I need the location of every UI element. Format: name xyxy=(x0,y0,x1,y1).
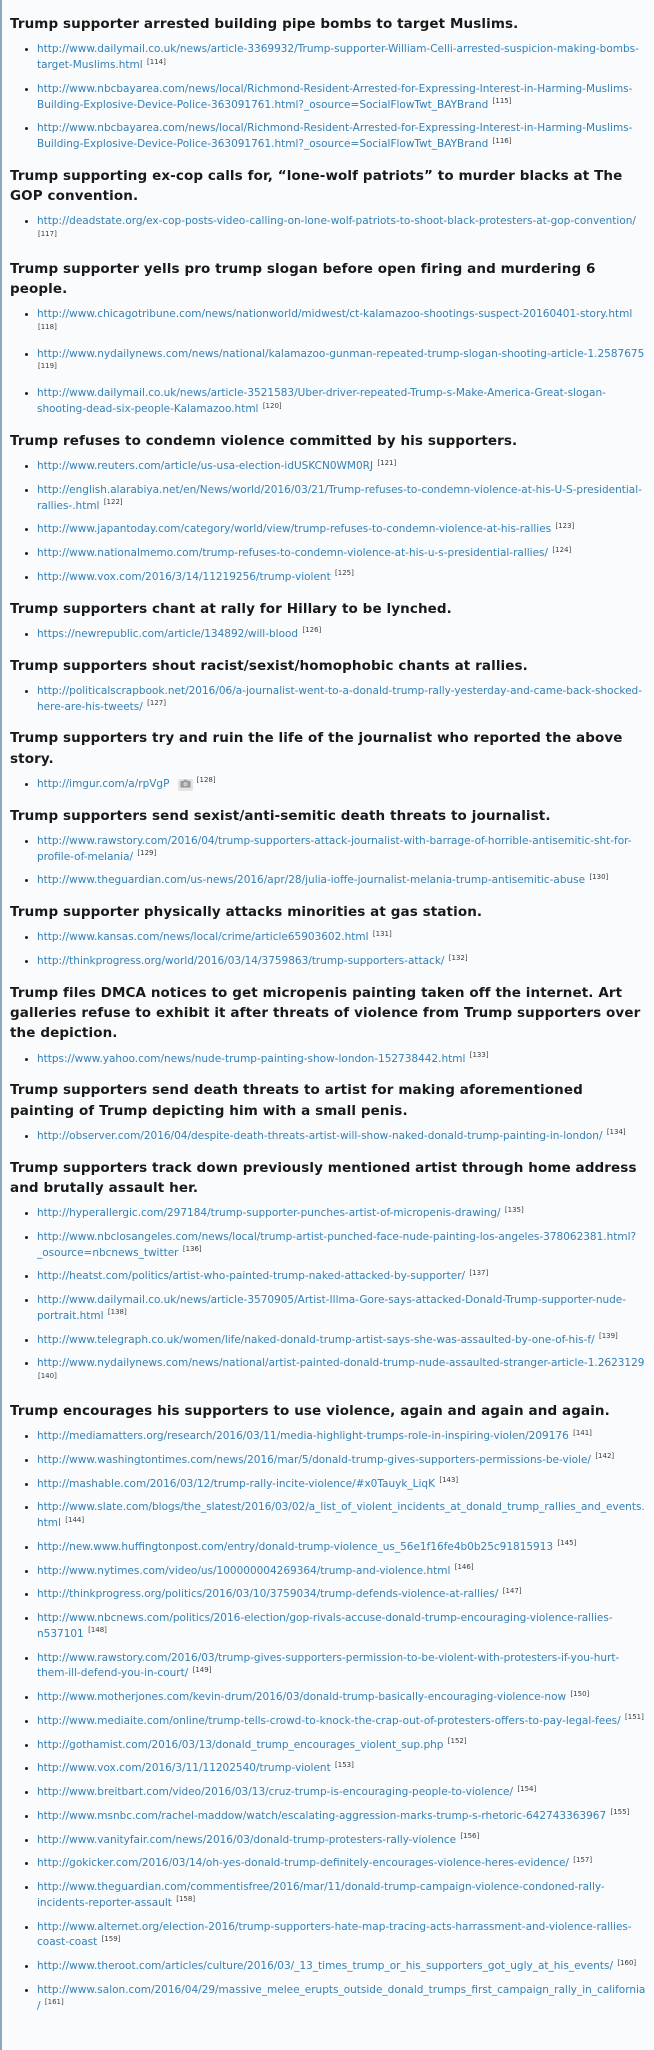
link-list xyxy=(10,834,646,889)
article-link[interactable]: http://www.vox.com/2016/3/11/11202540/trump-violent xyxy=(37,1762,331,1775)
article-section xyxy=(10,656,646,716)
article-link[interactable]: http://www.mediaite.com/online/trump-tells-crowd-to-knock-the-crap-out-of-protesters-offers-to-pay-legal-fees/ xyxy=(37,1714,621,1727)
list-item xyxy=(37,627,646,643)
footnote-ref: [114] xyxy=(147,57,166,66)
footnote-ref: [143] xyxy=(439,1476,459,1484)
link-list xyxy=(10,684,646,716)
article-link[interactable]: http://www.motherjones.com/kevin-drum/2016/03/donald-trump-basically-encouraging-violence-now xyxy=(37,1691,567,1703)
list-item xyxy=(37,1587,646,1603)
article-link[interactable]: http://hyperallergic.com/297184/trump-supporter-punches-artist-of-micropenis-drawing/ xyxy=(37,1207,501,1219)
footnote-ref: [160] xyxy=(617,1958,637,1967)
footnote-ref: [144] xyxy=(65,1515,85,1524)
list-item xyxy=(37,1690,646,1706)
list-item xyxy=(37,1230,646,1262)
list-item xyxy=(37,777,646,793)
footnote-ref: [125] xyxy=(335,569,354,578)
list-item xyxy=(37,1453,646,1469)
article-link[interactable]: http://www.breitbart.com/video/2016/03/13/cruz-trump-is-encouraging-people-to-violence/ xyxy=(37,1786,514,1798)
article-section xyxy=(10,902,646,970)
footnote-ref: [136] xyxy=(182,1245,202,1253)
article-link[interactable]: http://www.nydailynews.com/news/national/kalamazoo-gunman-repeated-trump-slogan-shooting-article-1.2587675 xyxy=(37,347,645,360)
footnote-ref: [133] xyxy=(469,1051,489,1059)
article-link[interactable]: http://www.nydailynews.com/news/national/artist-painted-donald-trump-nude-assaulted-stranger-article-1.2623129 xyxy=(37,1357,645,1370)
article-link[interactable]: http://www.vox.com/2016/3/14/11219256/trump-violent xyxy=(37,570,331,583)
list-item xyxy=(37,1206,646,1222)
article-link[interactable]: http://www.japantoday.com/category/world/view/trump-refuses-to-condemn-violence-at-his-rallies xyxy=(37,523,552,536)
list-item xyxy=(37,1356,646,1388)
article-section xyxy=(10,431,646,586)
footnote-ref: [129] xyxy=(137,849,157,857)
article-section xyxy=(10,728,646,792)
article-link[interactable]: https://www.yahoo.com/news/nude-trump-painting-show-london-152738442.html xyxy=(37,1052,466,1065)
footnote-ref: [127] xyxy=(147,699,166,707)
list-item xyxy=(37,1293,646,1325)
list-item xyxy=(37,1880,646,1912)
list-item xyxy=(37,1333,646,1349)
footnote-ref: [134] xyxy=(606,1128,626,1137)
article-link[interactable]: http://www.nbcbayarea.com/news/local/Richmond-Resident-Arrested-for-Expressing-Interest-in-Harming-Muslims-Building-Explosive-Device-Police-363091761.html?_osource=SocialFlowTwt_BAYBrand xyxy=(37,82,633,111)
article-section xyxy=(10,166,646,246)
section-heading: Trump supporter physically attacks minorities at gas station. xyxy=(10,904,483,920)
section-heading: Trump supporters try and ruin the life of the journalist who reported the above story. xyxy=(10,730,623,767)
article-section xyxy=(10,259,646,418)
list-item xyxy=(37,930,646,946)
footnote-ref: [118] xyxy=(38,322,57,331)
list-item xyxy=(37,954,646,970)
section-heading: Trump files DMCA notices to get micropenis painting taken off the internet. Art galleries refuse to exhibit it after threats of violence from Trump supporters over the depiction. xyxy=(10,984,641,1042)
link-list xyxy=(10,1429,646,2014)
list-item xyxy=(37,1983,646,2015)
article-link[interactable]: http://www.reuters.com/article/us-usa-election-idUSKCN0WM0RJ xyxy=(37,460,374,472)
list-item xyxy=(37,347,646,379)
footnote-ref: [126] xyxy=(302,626,322,635)
footnote-ref: [157] xyxy=(573,1855,593,1864)
footnote-ref: [124] xyxy=(552,545,572,554)
article-link[interactable]: http://www.vanityfair.com/news/2016/03/donald-trump-protesters-rally-violence xyxy=(37,1833,457,1846)
article-link[interactable]: http://www.msnbc.com/rachel-maddow/watch/escalating-aggression-marks-trump-s-rhetoric-642743363967 xyxy=(37,1809,607,1822)
article-link[interactable]: http://gothamist.com/2016/03/13/donald_trump_encourages_violent_sup.php xyxy=(37,1738,444,1751)
article-link[interactable]: http://www.rawstory.com/2016/03/trump-gives-supporters-permission-to-be-violent-with-protesters-if-you-hurt-them-ill-defend-you-in-court/ xyxy=(37,1651,620,1680)
footnote-ref: [154] xyxy=(517,1784,537,1793)
list-item xyxy=(37,1833,646,1849)
article-link[interactable]: http://heatst.com/politics/artist-who-painted-trump-naked-attacked-by-supporter/ xyxy=(37,1270,466,1283)
footnote-ref: [153] xyxy=(335,1760,354,1769)
article-link[interactable]: http://www.slate.com/blogs/the_slatest/2016/03/02/a_list_of_violent_incidents_at_donald_trump_rallies_and_events.html xyxy=(37,1501,645,1529)
footnote-ref: [158] xyxy=(176,1895,196,1904)
list-item xyxy=(37,1738,646,1754)
article-link[interactable]: http://politicalscrapbook.net/2016/06/a-journalist-went-to-a-donald-trump-rally-yesterday-and-came-back-shocked-here-are-his-tweets/ xyxy=(37,684,642,713)
list-item xyxy=(37,834,646,866)
article-link[interactable]: http://www.nbclosangeles.com/news/local/trump-artist-punched-face-nude-painting-los-angeles-378062381.html?_osource=nbcnews_twitter xyxy=(37,1230,637,1259)
article-section xyxy=(10,599,646,643)
list-item xyxy=(37,1611,646,1643)
list-item xyxy=(37,1129,646,1145)
link-list xyxy=(10,627,646,643)
list-item xyxy=(37,121,646,153)
camera-icon xyxy=(178,779,193,791)
list-item xyxy=(37,1564,646,1580)
footnote-ref: [146] xyxy=(454,1563,474,1571)
list-item xyxy=(37,1856,646,1872)
footnote-ref: [128] xyxy=(196,776,216,785)
list-item xyxy=(37,1540,646,1556)
list-item xyxy=(37,82,646,114)
footnote-ref: [139] xyxy=(598,1332,618,1340)
article-section xyxy=(10,806,646,890)
list-item xyxy=(37,1920,646,1952)
section-heading: Trump supporter yells pro trump slogan before open firing and murdering 6 people. xyxy=(10,260,596,297)
section-heading: Trump supporters shout racist/sexist/homophobic chants at rallies. xyxy=(10,657,528,674)
link-list xyxy=(10,42,646,153)
footnote-ref: [150] xyxy=(570,1689,590,1698)
article-link[interactable]: http://www.nbcnews.com/politics/2016-election/gop-rivals-accuse-donald-trump-encouraging-violence-rallies-n537101 xyxy=(37,1612,613,1640)
article-section xyxy=(10,1401,646,2015)
footnote-ref: [132] xyxy=(448,953,468,962)
footnote-ref: [142] xyxy=(595,1452,615,1461)
list-item xyxy=(37,1500,646,1532)
link-list xyxy=(10,930,646,970)
list-item xyxy=(37,522,646,538)
list-item xyxy=(37,873,646,889)
link-list xyxy=(10,459,646,586)
footnote-ref: [115] xyxy=(492,97,512,105)
article-link[interactable]: https://newrepublic.com/article/134892/will-blood xyxy=(37,627,299,640)
article-link[interactable]: http://www.salon.com/2016/04/29/massive_melee_erupts_outside_donald_trumps_first_campaign_rally_in_california/ xyxy=(37,1983,646,2012)
section-heading: Trump supporters chant at rally for Hillary to be lynched. xyxy=(10,600,452,617)
link-list xyxy=(10,307,646,418)
footnote-ref: [141] xyxy=(573,1428,592,1437)
article-link[interactable]: http://mediamatters.org/research/2016/03/11/media-highlight-trumps-role-in-inspiring-violen/209176 xyxy=(37,1430,569,1442)
link-list xyxy=(10,1206,646,1388)
article-link[interactable]: http://observer.com/2016/04/despite-death-threats-artist-will-show-naked-donald-trump-painting-in-london/ xyxy=(37,1129,603,1142)
article-link[interactable]: http://www.rawstory.com/2016/04/trump-supporters-attack-journalist-with-barrage-of-horrible-antisemitic-sht-for-profile-of-melania/ xyxy=(37,834,632,863)
article-link[interactable]: http://www.washingtontimes.com/news/2016/mar/5/donald-trump-gives-supporters-permissions-be-viole/ xyxy=(37,1453,591,1466)
footnote-ref: [145] xyxy=(557,1539,577,1548)
footnote-ref: [119] xyxy=(38,362,57,370)
section-heading: Trump supporters track down previously mentioned artist through home address and brutally assault her. xyxy=(10,1159,637,1196)
article-section xyxy=(10,983,646,1068)
article-link[interactable]: http://imgur.com/a/rpVgP xyxy=(37,777,170,790)
article-link[interactable]: http://deadstate.org/ex-cop-posts-video-calling-on-lone-wolf-patriots-to-shoot-black-protesters-at-gop-convention/ xyxy=(37,215,636,228)
footnote-ref: [116] xyxy=(492,136,512,145)
list-item xyxy=(37,1761,646,1777)
footnote-ref: [117] xyxy=(38,229,57,238)
footnote-ref: [149] xyxy=(192,1665,212,1674)
list-item xyxy=(37,1429,646,1445)
section-heading: Trump supporters send sexist/anti-semitic death threats to journalist. xyxy=(10,807,551,824)
article-link[interactable]: http://www.kansas.com/news/local/crime/article65903602.html xyxy=(37,931,369,944)
section-heading: Trump supporter arrested building pipe bombs to target Muslims. xyxy=(10,16,519,32)
list-item xyxy=(37,483,646,515)
article-link[interactable]: http://www.chicagotribune.com/news/nationworld/midwest/ct-kalamazoo-shootings-suspect-20160401-story.html xyxy=(37,308,633,321)
section-heading: Trump encourages his supporters to use violence, again and again and again. xyxy=(10,1402,610,1419)
article-link[interactable]: http://www.dailymail.co.uk/news/article-3521583/Uber-driver-repeated-Trump-s-Make-America-Great-slogan-shooting-dead-six-people-Kalamazoo.html xyxy=(37,387,606,415)
link-list xyxy=(10,777,646,793)
sections-container xyxy=(10,14,646,2014)
list-item xyxy=(37,1477,646,1493)
list-item xyxy=(37,307,646,339)
section-heading: Trump supporting ex-cop calls for, “lone-wolf patriots” to murder blacks at The GOP convention. xyxy=(10,167,623,204)
article-link[interactable]: http://www.nbcbayarea.com/news/local/Richmond-Resident-Arrested-for-Expressing-Interest-in-Harming-Muslims-Building-Explosive-Device-Police-363091761.html?_osource=SocialFlowTwt_BAYBrand xyxy=(37,122,633,150)
list-item xyxy=(37,386,646,418)
list-item xyxy=(37,1785,646,1801)
footnote-ref: [156] xyxy=(460,1832,480,1840)
list-item xyxy=(37,1651,646,1683)
article-link[interactable]: http://gokicker.com/2016/03/14/oh-yes-donald-trump-definitely-encourages-violence-heres-evidence/ xyxy=(37,1857,569,1870)
article-link[interactable]: http://www.nationalmemo.com/trump-refuses-to-condemn-violence-at-his-u-s-presidential-rallies/ xyxy=(37,547,549,559)
footnote-ref: [148] xyxy=(88,1626,107,1635)
article-link[interactable]: http://www.telegraph.co.uk/women/life/naked-donald-trump-artist-says-she-was-assaulted-by-one-of-his-f/ xyxy=(37,1333,595,1346)
article-link[interactable]: http://thinkprogress.org/world/2016/03/14/3759863/trump-supporters-attack/ xyxy=(37,955,445,967)
footnote-ref: [131] xyxy=(372,929,392,938)
article-link[interactable]: http://www.theguardian.com/us-news/2016/apr/28/julia-ioffe-journalist-melania-trump-antisemitic-abuse xyxy=(37,874,586,887)
footnote-ref: [130] xyxy=(589,872,609,881)
list-item xyxy=(37,546,646,562)
article-link[interactable]: http://www.dailymail.co.uk/news/article-3570905/Artist-Illma-Gore-says-attacked-Donald-Trump-supporter-nude-portrait.html xyxy=(37,1294,627,1322)
section-heading: Trump refuses to condemn violence committed by his supporters. xyxy=(10,432,518,449)
article-section xyxy=(10,14,646,153)
list-item xyxy=(37,1959,646,1975)
section-heading: Trump supporters send death threats to artist for making aforementioned painting of Trump depicting him with a small penis. xyxy=(10,1082,583,1119)
list-item xyxy=(37,1809,646,1825)
article-section xyxy=(10,1158,646,1388)
article-link[interactable]: http://www.nytimes.com/video/us/100000004269364/trump-and-violence.html xyxy=(37,1564,451,1577)
list-item xyxy=(37,1269,646,1285)
footnote-ref: [159] xyxy=(101,1934,121,1943)
article-link[interactable]: http://thinkprogress.org/politics/2016/03/10/3759034/trump-defends-violence-at-rallies/ xyxy=(37,1588,499,1601)
footnote-ref: [121] xyxy=(377,458,397,467)
link-list xyxy=(10,1129,646,1145)
list-item xyxy=(37,214,646,246)
footnote-ref: [147] xyxy=(502,1586,522,1595)
footnote-ref: [122] xyxy=(103,498,123,506)
footnote-ref: [161] xyxy=(44,1998,64,2006)
list-item xyxy=(37,42,646,74)
article-link[interactable]: http://www.theroot.com/articles/culture/2016/03/_13_times_trump_or_his_supporters_got_ugly_at_his_events/ xyxy=(37,1960,613,1972)
footnote-ref: [151] xyxy=(625,1713,644,1722)
footnote-ref: [137] xyxy=(469,1268,489,1277)
list-item xyxy=(37,1714,646,1730)
list-item xyxy=(37,1052,646,1068)
article-link[interactable]: http://new.www.huffingtonpost.com/entry/donald-trump-violence_us_56e1f16fe4b0b25c91815913 xyxy=(37,1540,554,1553)
footnote-ref: [155] xyxy=(610,1808,630,1817)
article-link[interactable]: http://english.alarabiya.net/en/News/world/2016/03/21/Trump-refuses-to-condemn-violence-at-his-U-S-presidential-rallies-.html xyxy=(37,483,642,512)
article-link[interactable]: http://mashable.com/2016/03/12/trump-rally-incite-violence/#x0Tauyk_LiqK xyxy=(37,1477,435,1490)
article-link[interactable]: http://www.alternet.org/election-2016/trump-supporters-hate-map-tracing-acts-harrassment-and-violence-rallies-coast-coast xyxy=(37,1920,632,1949)
article-link[interactable]: http://www.theguardian.com/commentisfree/2016/mar/11/donald-trump-campaign-violence-condoned-rally-incidents-reporter-assault xyxy=(37,1881,605,1909)
link-list xyxy=(10,1052,646,1068)
footnote-ref: [123] xyxy=(555,521,575,530)
footnote-ref: [120] xyxy=(262,401,282,410)
list-item xyxy=(37,459,646,475)
footnote-ref: [135] xyxy=(504,1205,524,1214)
article-section xyxy=(10,1080,646,1144)
list-item xyxy=(37,684,646,716)
link-list xyxy=(10,214,646,246)
list-item xyxy=(37,570,646,586)
footnote-ref: [152] xyxy=(447,1737,467,1745)
footnote-ref: [138] xyxy=(107,1308,127,1317)
footnote-ref: [140] xyxy=(38,1371,57,1380)
article-link[interactable]: http://www.dailymail.co.uk/news/article-3369932/Trump-supporter-William-Celli-arrested-suspicion-making-bombs-target-Muslims.html xyxy=(37,43,639,71)
